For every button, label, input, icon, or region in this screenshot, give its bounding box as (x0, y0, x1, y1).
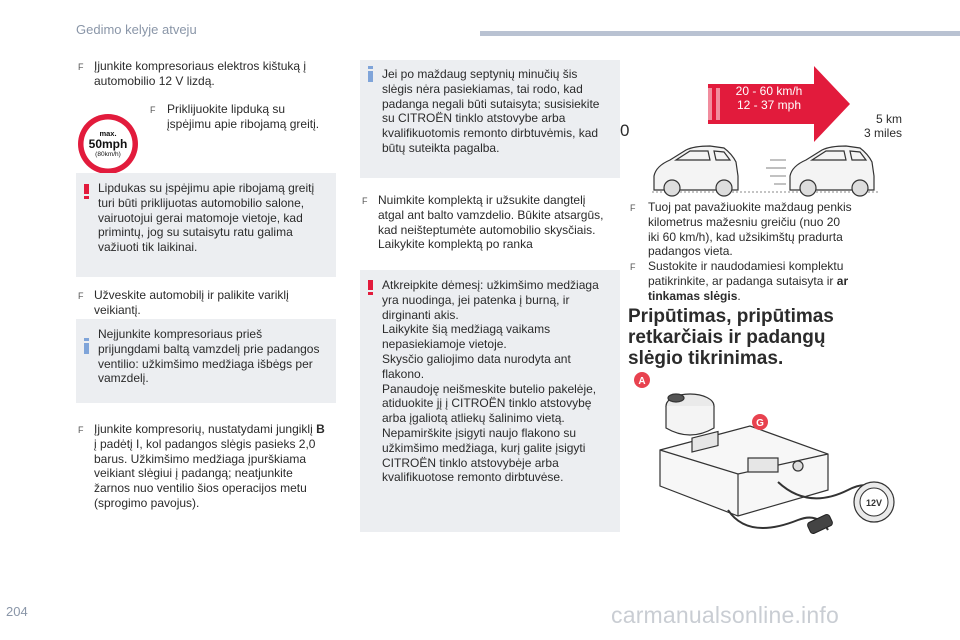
text-line: veikiantį. (94, 302, 141, 317)
text-line: barus. Užkimšimo medžiaga įpurškiama (94, 451, 307, 466)
step-turn-on-compressor (94, 422, 325, 511)
info-icon (368, 66, 373, 81)
warning-exclamation-icon (84, 184, 89, 198)
text-line: atgal ant balto vamzdelio. Būkite atsargūs, (378, 207, 604, 222)
text-line: kilometrus mažesniu greičiu (nuo 20 (648, 214, 841, 229)
text-line: arba įgaliotą atliekų šalinimo vietą. (382, 411, 565, 426)
info-compressor-text (98, 327, 319, 386)
repair-kit-illustration (628, 370, 904, 540)
bullet-icon: F (630, 203, 636, 213)
text-span: patikrinkite, ar padanga sutaisyta ir (648, 273, 837, 288)
text-line: atiduokite jį į CITROËN tinklo atstovybę (382, 396, 592, 411)
text-line: žarnos nuo ventilio šios operacijos metu (94, 481, 307, 496)
speed-mph: 12 - 37 mph (736, 98, 802, 112)
text-line: nepasiekiamoje vietoje. (382, 337, 507, 352)
text-span: Įjunkite kompresorių, nustatydami jungiklį (94, 422, 317, 436)
info-pressure-text (382, 67, 599, 156)
text-line: Įjunkite kompresoriaus elektros kištuką į (94, 59, 307, 73)
text-line: kvalifikuotomis remonto dirbtuvėmis, kad (382, 126, 599, 141)
step-stick-label (167, 102, 319, 132)
bullet-icon: F (78, 62, 84, 72)
text-line: ventilio: užkimšimo medžiaga išbėgs per (98, 356, 313, 371)
text-line: (sprogimo pavojus). (94, 495, 200, 510)
bullet-icon: F (362, 196, 368, 206)
bullet-icon: F (630, 262, 636, 272)
svg-text:12V: 12V (865, 498, 883, 508)
step-plug-compressor (94, 59, 306, 89)
text-line: Sustokite ir naudodamiesi komplektu (648, 259, 844, 273)
section-title (628, 306, 834, 369)
car-end-icon (766, 146, 874, 196)
page-number: 204 (6, 604, 28, 619)
text-line: CITROËN tinklo atstovybėje arba (382, 455, 559, 470)
text-line: važiuoti tik laikinai. (98, 240, 198, 255)
text-line: Jei po maždaug septynių minučių šis (382, 67, 578, 81)
text-bold: tinkamas slėgis (648, 288, 738, 303)
text-line: automobilio 12 V lizdą. (94, 73, 215, 88)
info-icon (84, 338, 89, 353)
text-line: Tuoj pat pavažiuokite maždaug penkis (648, 200, 852, 214)
text-line: Nepamirškite įsigyti naujo flakono su (382, 425, 577, 440)
speed-limit-sign-icon (76, 112, 140, 176)
text-line (648, 274, 848, 289)
text-line: būtų suteikta pagalba. (382, 140, 500, 155)
text-line: užkimšimo medžiaga, kurį galite įsigyti (382, 440, 586, 455)
distance-km: 5 km (875, 112, 902, 126)
title-line: Pripūtimas, pripūtimas (628, 306, 834, 327)
header-bar (480, 31, 960, 36)
text-line: iki 60 km/h), kad užsikimštų pradurta (648, 229, 843, 244)
text-line: prijungdami baltą vamzdelį prie padangos (98, 341, 320, 356)
text-line: primintų, jog su sutaisytu ratu galima (98, 225, 293, 240)
step-start-engine (94, 288, 289, 318)
text-line: flakono. (382, 366, 425, 381)
sign-text-speed: 50mph (88, 137, 128, 151)
title-line: retkarčiais ir padangų (628, 327, 826, 348)
bullet-icon: F (78, 425, 84, 435)
watermark-text: carmanualsonline.info (611, 602, 839, 628)
text-line (94, 422, 325, 437)
speed-range-label (729, 84, 809, 112)
warning-sealant-text (382, 278, 599, 485)
svg-text:A: A (638, 376, 646, 387)
text-span: . (737, 288, 741, 303)
text-line: Atkreipkite dėmesį: užkimšimo medžiaga (382, 278, 599, 292)
text-line: slėgis nėra pasiekiamas, tai rodo, kad (382, 81, 583, 96)
text-line (648, 289, 848, 304)
text-line: vamzdelį. (98, 371, 149, 386)
warning-exclamation-icon (368, 280, 373, 294)
text-line: kad neišteptumėte automobilio skysčiais. (378, 222, 596, 237)
text-line: Priklijuokite lipduką su (167, 102, 286, 116)
distance-miles: 3 miles (863, 126, 902, 140)
text-line: kvalifikuotose remonto dirbtuvėse. (382, 470, 564, 485)
text-line: dirginanti akis. (382, 307, 459, 322)
car-start-icon (654, 146, 738, 196)
text-line: veikiant slėgiui į padangą; neatjunkite (94, 466, 293, 481)
bullet-icon: F (150, 105, 156, 115)
callout-a-icon (634, 372, 650, 388)
distance-start-label: 0 (620, 121, 630, 140)
text-line: turi būti priklijuotas automobilio salone, (98, 195, 305, 210)
step-drive-slowly (648, 200, 852, 259)
text-line: Laikykite šią medžiagą vaikams (382, 322, 551, 337)
text-line: Laikykite komplektą po ranka (378, 237, 533, 252)
switch-label: B (316, 422, 325, 436)
callout-g-icon (752, 414, 768, 430)
text-bold: ar (836, 273, 849, 288)
bullet-icon: F (78, 291, 84, 301)
text-line: Nuimkite komplektą ir užsukite dangtelį (378, 193, 586, 207)
title-line: slėgio tikrinimas. (628, 348, 784, 369)
text-line: su CITROËN tinklo atstovybe arba (382, 111, 566, 126)
text-line: vairuotojui gerai matomoje vietoje, kad (98, 210, 303, 225)
text-line: Skysčio galiojimo data nurodyta ant (382, 351, 571, 366)
distance-end-label (850, 112, 902, 140)
warning-sticker-text (98, 181, 314, 255)
sealant-cartridge-icon (666, 394, 714, 435)
speed-kmh: 20 - 60 km/h (735, 84, 803, 98)
text-line: Lipdukas su įspėjimu apie ribojamą greitį (98, 181, 315, 195)
text-line: įspėjimu apie ribojamą greitį. (167, 116, 320, 131)
step-check-pressure (648, 259, 848, 303)
text-line: į padėtį I, kol padangos slėgis pasieks 2,0 (94, 436, 316, 451)
text-line: Užveskite automobilį ir palikite variklį (94, 288, 289, 302)
text-line: padangos vieta. (648, 244, 733, 259)
compressor-icon (660, 426, 828, 516)
step-remove-kit (378, 193, 603, 252)
text-line: padanga negali būti sutaisyta; susisiekite (382, 96, 600, 111)
socket-12v-icon (854, 482, 894, 522)
sign-text-max: max. (99, 129, 117, 138)
sign-text-kmh: (80km/h) (95, 151, 121, 158)
text-line: Panaudoję neišmeskite butelio pakelėje, (382, 381, 597, 396)
text-line: yra nuodinga, jei patenka į burną, ir (382, 292, 570, 307)
text-line: Neįjunkite kompresoriaus prieš (98, 327, 263, 341)
page-header-title: Gedimo kelyje atveju (76, 22, 197, 37)
svg-text:G: G (756, 418, 764, 429)
